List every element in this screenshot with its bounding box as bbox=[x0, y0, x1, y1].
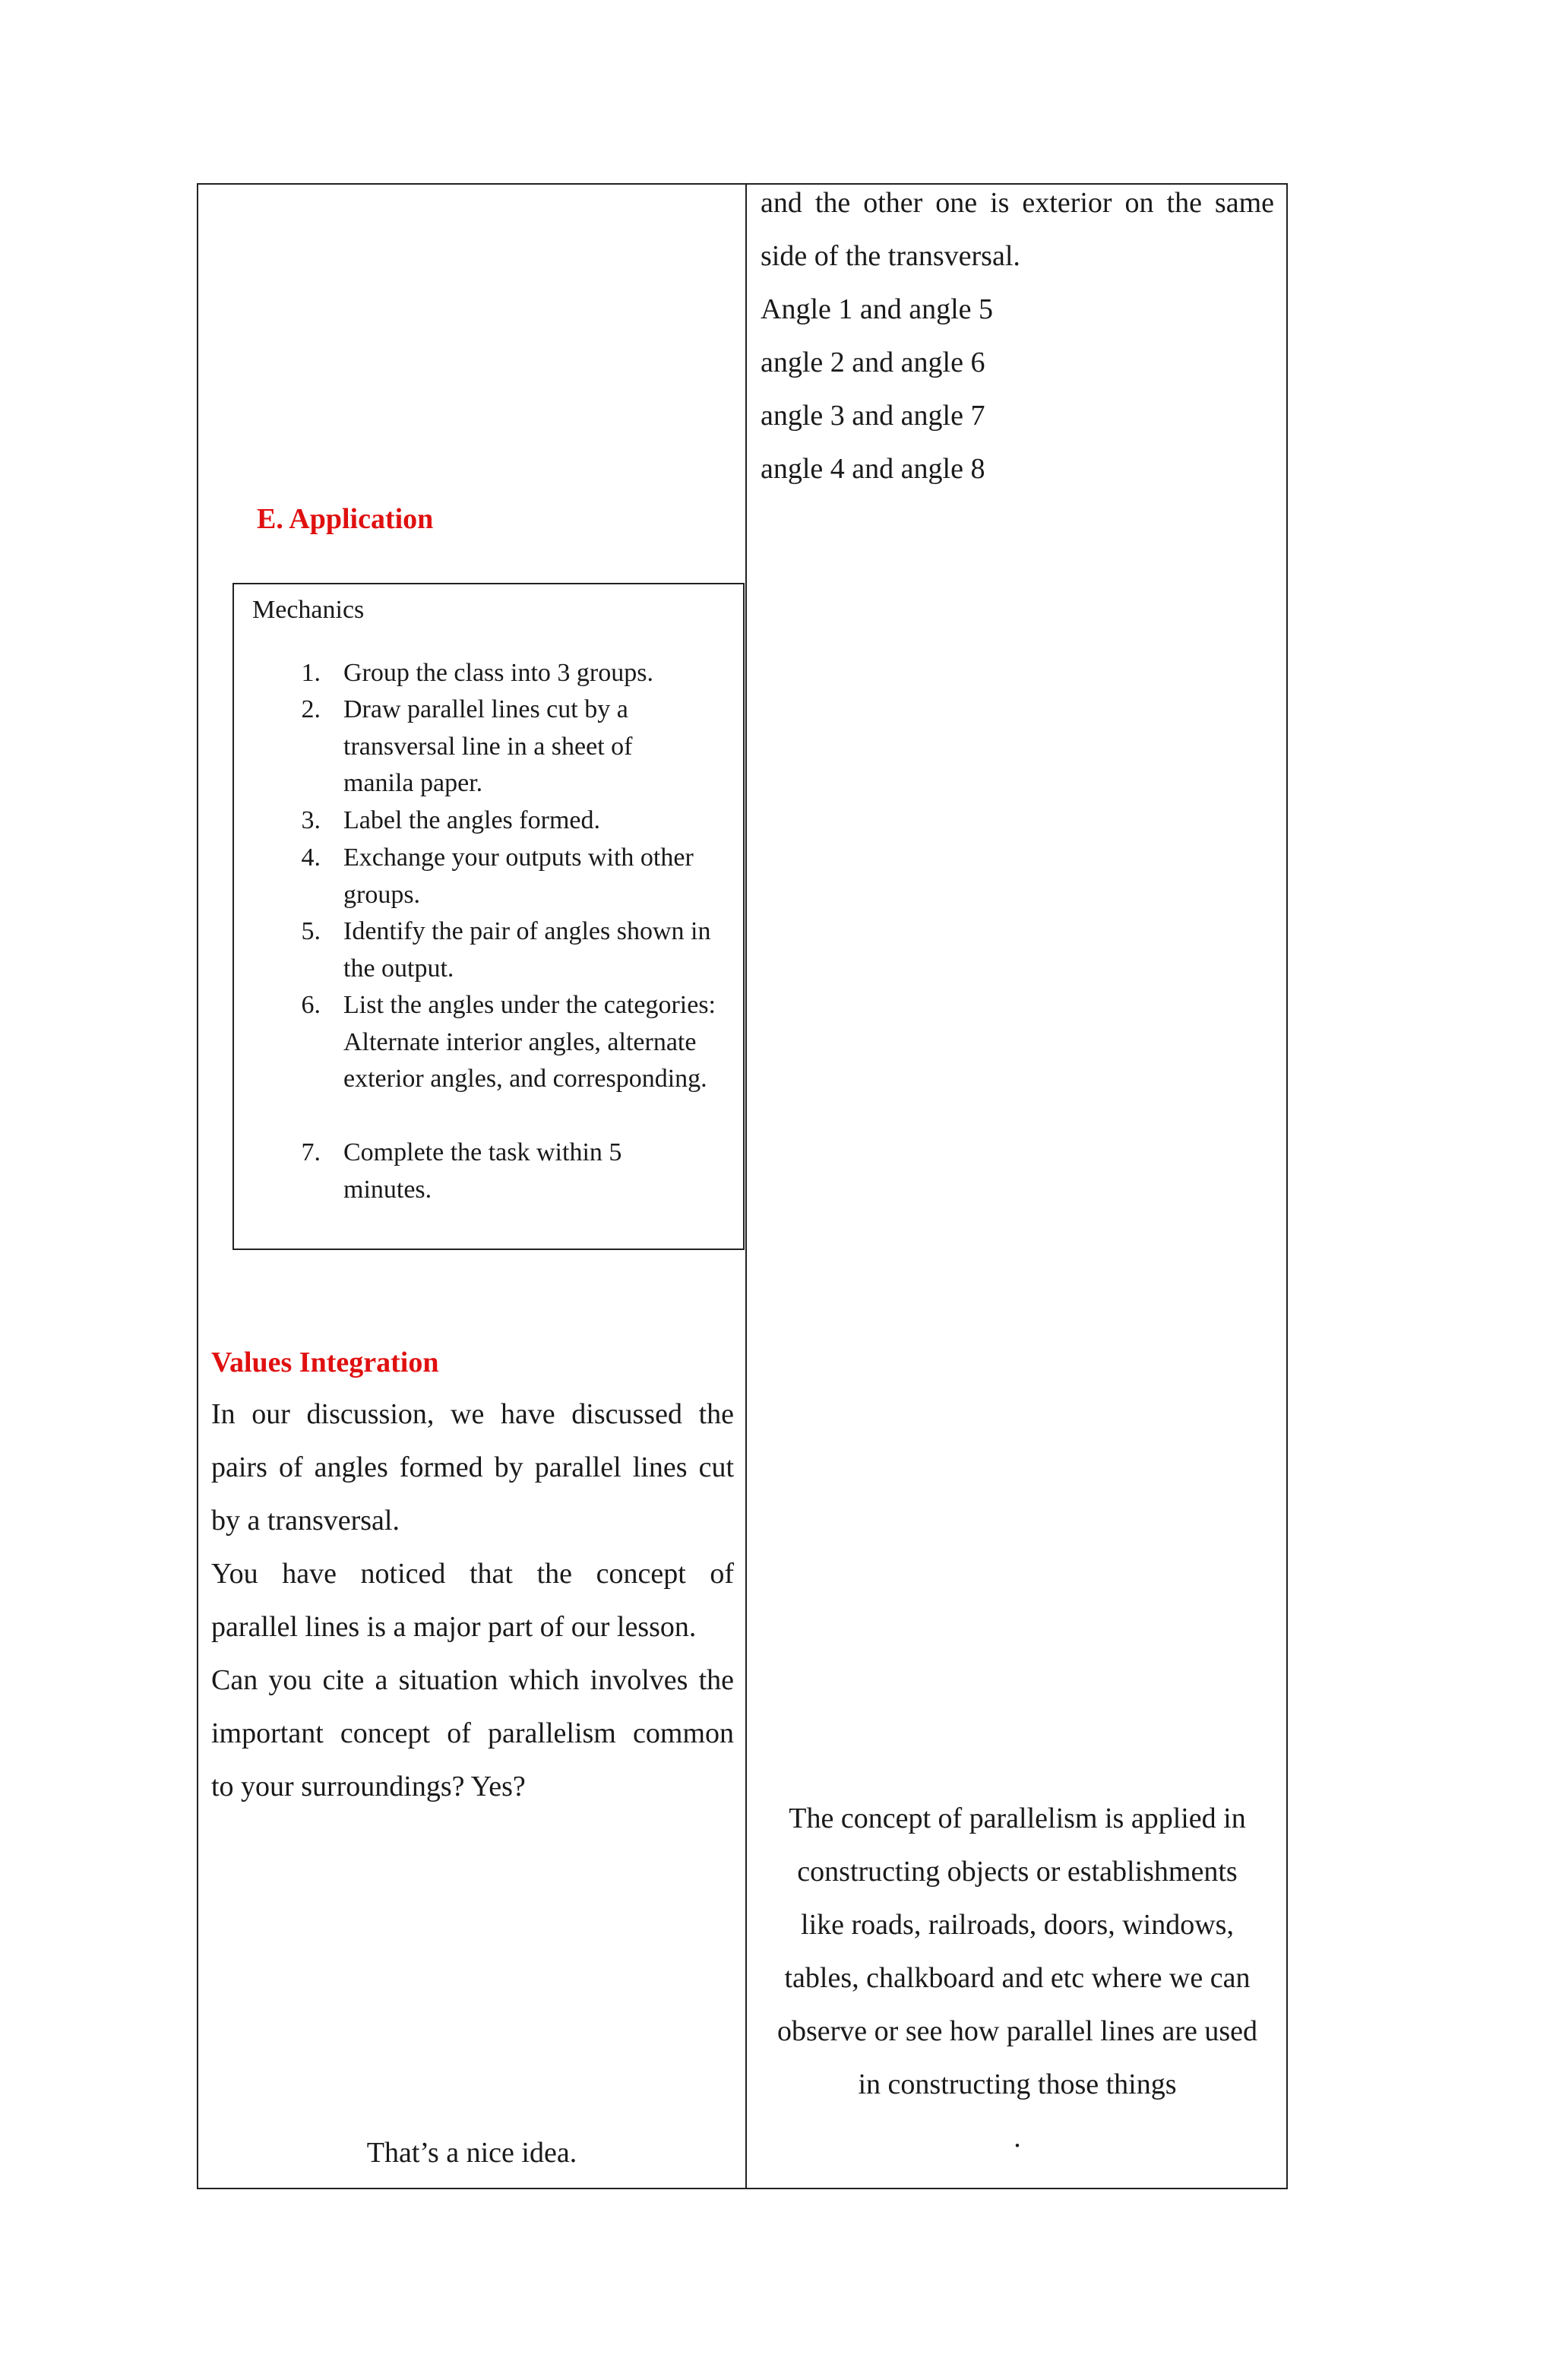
right-line-1: and the other one is exterior on the same bbox=[761, 187, 1274, 219]
values-line-8: to your surroundings? Yes? bbox=[211, 1771, 526, 1802]
mechanics-item-text: Complete the task within 5 minutes. bbox=[343, 1138, 622, 1204]
values-line-7: important concept of parallelism common bbox=[211, 1717, 734, 1749]
values-line-6: Can you cite a situation which involves the bbox=[211, 1664, 734, 1696]
application-heading: E. Application bbox=[257, 503, 434, 535]
angle-pair-3: angle 3 and angle 7 bbox=[761, 400, 985, 432]
angle-pair-2: angle 2 and angle 6 bbox=[761, 347, 985, 378]
values-line-5: parallel lines is a major part of our lesson. bbox=[211, 1611, 697, 1643]
mechanics-item-number: 5. bbox=[301, 917, 321, 945]
answer-line-5: observe or see how parallel lines are used bbox=[776, 2015, 1258, 2047]
answer-line-3: like roads, railroads, doors, windows, bbox=[801, 1909, 1234, 1941]
values-integration-heading: Values Integration bbox=[211, 1347, 439, 1378]
mechanics-item-text: Group the class into 3 groups. bbox=[343, 659, 653, 687]
right-line-2: side of the transversal. bbox=[761, 240, 1020, 272]
mechanics-item-text: Identify the pair of angles shown in the output. bbox=[343, 917, 711, 983]
mechanics-item-text: List the angles under the categories: Alternate interior angles, alternate exterior angles, and corresponding. bbox=[343, 991, 716, 1093]
answer-line-1: The concept of parallelism is applied in bbox=[789, 1802, 1246, 1834]
mechanics-item-number: 1. bbox=[301, 659, 321, 687]
mechanics-item-number: 3. bbox=[301, 806, 321, 834]
values-line-1: In our discussion, we have discussed the bbox=[211, 1398, 734, 1430]
answer-line-6: in constructing those things bbox=[858, 2068, 1177, 2100]
values-line-2: pairs of angles formed by parallel lines cut bbox=[211, 1451, 734, 1483]
angle-pair-4: angle 4 and angle 8 bbox=[761, 453, 985, 485]
answer-line-4: tables, chalkboard and etc where we can bbox=[784, 1962, 1251, 1994]
mechanics-item-text: Label the angles formed. bbox=[343, 806, 600, 834]
closing-remark: That’s a nice idea. bbox=[366, 2137, 577, 2169]
mechanics-title: Mechanics bbox=[252, 596, 365, 624]
mechanics-item-number: 2. bbox=[301, 695, 321, 723]
values-line-4: You have noticed that the concept of bbox=[211, 1558, 734, 1590]
mechanics-item-number: 7. bbox=[301, 1138, 321, 1166]
mechanics-item-number: 6. bbox=[301, 991, 321, 1019]
answer-line-7: . bbox=[1014, 2122, 1021, 2154]
angle-pair-1: Angle 1 and angle 5 bbox=[761, 293, 994, 325]
mechanics-item-text: Exchange your outputs with other groups. bbox=[343, 843, 694, 909]
answer-line-2: constructing objects or establishments bbox=[797, 1856, 1238, 1888]
mechanics-item-number: 4. bbox=[301, 843, 321, 872]
mechanics-item-text: Draw parallel lines cut by a transversal line in a sheet of manila paper. bbox=[343, 695, 633, 797]
column-divider bbox=[745, 183, 747, 2189]
values-line-3: by a transversal. bbox=[211, 1505, 400, 1537]
